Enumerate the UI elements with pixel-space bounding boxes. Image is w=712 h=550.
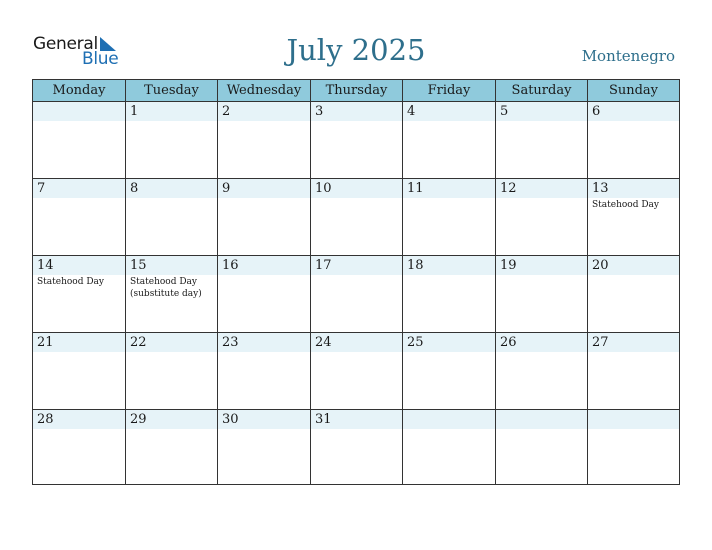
day-number-band bbox=[126, 179, 217, 198]
day-number-band bbox=[403, 102, 495, 121]
logo-text-general: General bbox=[33, 34, 98, 54]
day-number: 29 bbox=[130, 412, 147, 427]
day-number-band bbox=[403, 410, 495, 429]
day-number: 7 bbox=[37, 181, 46, 196]
day-cell bbox=[496, 410, 588, 484]
day-cell bbox=[33, 102, 126, 179]
holiday-label: Statehood Day bbox=[592, 200, 660, 210]
day-number-band bbox=[218, 179, 310, 198]
day-number: 23 bbox=[222, 335, 239, 350]
day-cell bbox=[588, 102, 679, 179]
day-number: 27 bbox=[592, 335, 609, 350]
day-number: 14 bbox=[37, 258, 54, 273]
calendar-grid bbox=[32, 79, 680, 485]
day-cell bbox=[496, 179, 588, 256]
weekday-header-4: Friday bbox=[403, 80, 496, 102]
day-number: 20 bbox=[592, 258, 609, 273]
day-number: 22 bbox=[130, 335, 147, 350]
day-number-band bbox=[126, 102, 217, 121]
day-cell bbox=[218, 256, 311, 333]
weekday-header-1: Tuesday bbox=[126, 80, 218, 102]
day-cell bbox=[403, 102, 496, 179]
day-number: 28 bbox=[37, 412, 54, 427]
day-cell bbox=[311, 256, 403, 333]
day-cell bbox=[126, 256, 218, 333]
day-number: 12 bbox=[500, 181, 517, 196]
weekday-header-0: Monday bbox=[33, 80, 126, 102]
day-number: 2 bbox=[222, 104, 231, 119]
holiday-label: Statehood Day (substitute day) bbox=[130, 277, 202, 299]
day-cell bbox=[33, 410, 126, 484]
day-number: 1 bbox=[130, 104, 139, 119]
day-number-band bbox=[496, 410, 587, 429]
day-cell bbox=[403, 179, 496, 256]
day-cell bbox=[311, 410, 403, 484]
holiday-label: Statehood Day bbox=[37, 277, 105, 287]
weekday-header-2: Wednesday bbox=[218, 80, 311, 102]
day-cell bbox=[218, 333, 311, 410]
day-number-band bbox=[33, 179, 125, 198]
day-cell bbox=[126, 333, 218, 410]
day-number: 10 bbox=[315, 181, 332, 196]
day-number: 16 bbox=[222, 258, 239, 273]
calendar-title: July 2025 bbox=[286, 33, 426, 67]
day-number: 24 bbox=[315, 335, 332, 350]
day-number: 30 bbox=[222, 412, 239, 427]
day-number: 11 bbox=[407, 181, 424, 196]
day-cell bbox=[311, 333, 403, 410]
day-cell bbox=[126, 179, 218, 256]
day-number: 21 bbox=[37, 335, 54, 350]
day-number: 3 bbox=[315, 104, 324, 119]
day-number: 25 bbox=[407, 335, 424, 350]
day-cell bbox=[403, 410, 496, 484]
weekday-header-5: Saturday bbox=[496, 80, 588, 102]
day-cell bbox=[126, 410, 218, 484]
day-cell bbox=[311, 179, 403, 256]
day-cell bbox=[403, 256, 496, 333]
day-number: 15 bbox=[130, 258, 147, 273]
day-number-band bbox=[496, 102, 587, 121]
day-number: 6 bbox=[592, 104, 601, 119]
day-number: 17 bbox=[315, 258, 332, 273]
day-number-band bbox=[588, 410, 679, 429]
weekday-header-6: Sunday bbox=[588, 80, 679, 102]
day-cell bbox=[126, 102, 218, 179]
day-number: 13 bbox=[592, 181, 609, 196]
day-cell bbox=[588, 256, 679, 333]
weekday-header-3: Thursday bbox=[311, 80, 403, 102]
day-cell bbox=[403, 333, 496, 410]
day-cell bbox=[588, 333, 679, 410]
day-cell bbox=[496, 256, 588, 333]
day-number: 5 bbox=[500, 104, 509, 119]
logo-text-blue: Blue bbox=[82, 49, 119, 69]
day-cell bbox=[496, 333, 588, 410]
day-number: 19 bbox=[500, 258, 517, 273]
day-number-band bbox=[33, 102, 125, 121]
day-number-band bbox=[311, 102, 402, 121]
day-number: 9 bbox=[222, 181, 231, 196]
day-cell bbox=[218, 102, 311, 179]
day-number: 8 bbox=[130, 181, 139, 196]
day-number: 26 bbox=[500, 335, 517, 350]
day-cell bbox=[588, 179, 679, 256]
country-label: Montenegro bbox=[581, 47, 675, 65]
day-number: 4 bbox=[407, 104, 416, 119]
day-cell bbox=[218, 410, 311, 484]
day-cell bbox=[311, 102, 403, 179]
day-cell bbox=[218, 179, 311, 256]
day-number-band bbox=[218, 102, 310, 121]
day-cell bbox=[496, 102, 588, 179]
day-cell bbox=[33, 256, 126, 333]
day-number: 18 bbox=[407, 258, 424, 273]
day-number-band bbox=[588, 102, 679, 121]
day-number: 31 bbox=[315, 412, 332, 427]
day-cell bbox=[33, 333, 126, 410]
day-cell bbox=[33, 179, 126, 256]
day-cell bbox=[588, 410, 679, 484]
